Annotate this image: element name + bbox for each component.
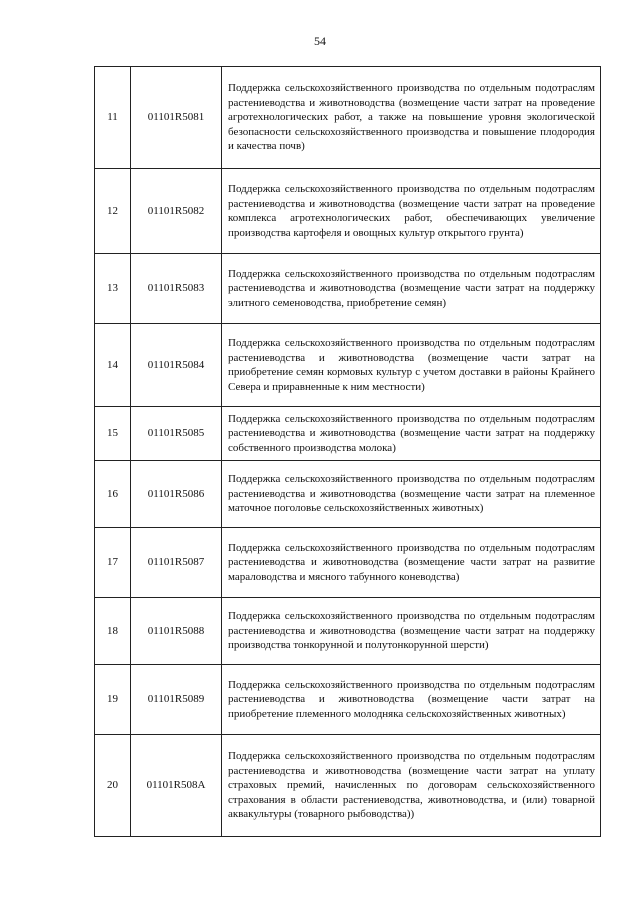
row-number: 14 [95, 324, 131, 407]
row-number: 13 [95, 254, 131, 324]
row-number: 20 [95, 735, 131, 837]
table-row [95, 461, 601, 528]
budget-code: 01101R5088 [131, 598, 222, 665]
row-description: Поддержка сельскохозяйственного производства по отдельным подотраслям растениеводства и животноводства (возмещение части затрат на приобретение племенного молодняка сельскохозяйственных животных) [222, 665, 601, 735]
row-description: Поддержка сельскохозяйственного производства по отдельным подотраслям растениеводства и животноводства (возмещение части затрат на поддержку элитного семеноводства, приобретение семян) [222, 254, 601, 324]
table-row [95, 254, 601, 324]
budget-code: 01101R5086 [131, 461, 222, 528]
row-number: 12 [95, 169, 131, 254]
row-number: 19 [95, 665, 131, 735]
row-number: 18 [95, 598, 131, 665]
row-description: Поддержка сельскохозяйственного производства по отдельным подотраслям растениеводства и животноводства (возмещение части затрат на развитие мараловодства и мясного табунного коневодства) [222, 528, 601, 598]
budget-code-table [94, 66, 601, 837]
row-number: 15 [95, 407, 131, 461]
table-row [95, 407, 601, 461]
row-description: Поддержка сельскохозяйственного производства по отдельным подотраслям растениеводства и животноводства (возмещение части затрат на поддержку собственного производства молока) [222, 407, 601, 461]
row-description: Поддержка сельскохозяйственного производства по отдельным подотраслям растениеводства и животноводства (возмещение части затрат на приобретение семян кормовых культур с учетом доставки в районы Крайнего Севера и приравненные к ним местности) [222, 324, 601, 407]
row-number: 17 [95, 528, 131, 598]
row-number: 11 [95, 67, 131, 169]
budget-code: 01101R5085 [131, 407, 222, 461]
table-row [95, 665, 601, 735]
row-description: Поддержка сельскохозяйственного производства по отдельным подотраслям растениеводства и животноводства (возмещение части затрат на проведение комплекса агротехнологических работ, обеспечивающих увеличение производства картофеля и овощных культур открытого грунта) [222, 169, 601, 254]
budget-code: 01101R5084 [131, 324, 222, 407]
table-row [95, 598, 601, 665]
row-number: 16 [95, 461, 131, 528]
budget-code: 01101R5082 [131, 169, 222, 254]
row-description: Поддержка сельскохозяйственного производства по отдельным подотраслям растениеводства и животноводства (возмещение части затрат на проведение агротехнологических работ, а также на повышение уровня экологической безопасности сельскохозяйственного производства и повышение плодородия и качества почв) [222, 67, 601, 169]
row-description: Поддержка сельскохозяйственного производства по отдельным подотраслям растениеводства и животноводства (возмещение части затрат на поддержку производства тонкорунной и полутонкорунной шерсти) [222, 598, 601, 665]
page-number: 54 [314, 34, 326, 48]
budget-code: 01101R5089 [131, 665, 222, 735]
budget-code: 01101R5087 [131, 528, 222, 598]
row-description: Поддержка сельскохозяйственного производства по отдельным подотраслям растениеводства и животноводства (возмещение части затрат на племенное маточное поголовье сельскохозяйственных животных) [222, 461, 601, 528]
table-row [95, 169, 601, 254]
budget-code: 01101R5083 [131, 254, 222, 324]
table-row [95, 324, 601, 407]
row-description: Поддержка сельскохозяйственного производства по отдельным подотраслям растениеводства и животноводства (возмещение части затрат на уплату страховых премий, начисленных по договорам сельскохозяйственного страхования в области растениеводства, животноводства, и (или) товарной аквакультуры (товарного рыбоводства)) [222, 735, 601, 837]
table-row [95, 528, 601, 598]
budget-code: 01101R5081 [131, 67, 222, 169]
table-row [95, 67, 601, 169]
table-row [95, 735, 601, 837]
budget-code: 01101R508A [131, 735, 222, 837]
